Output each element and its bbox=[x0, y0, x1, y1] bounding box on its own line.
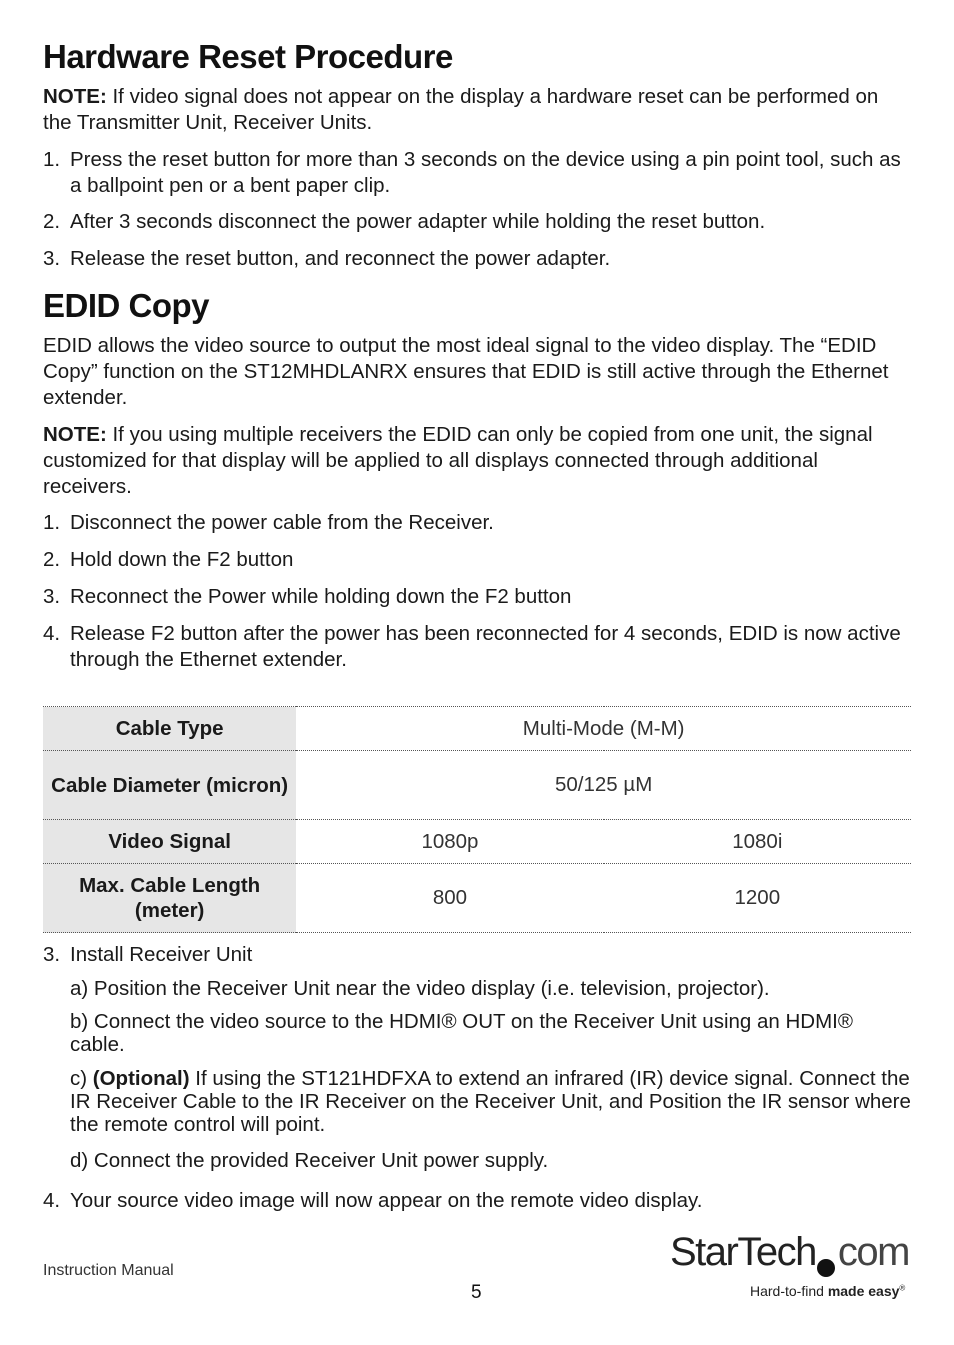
edid-note bbox=[43, 422, 911, 500]
logo-tagline bbox=[750, 1283, 905, 1299]
list-number: 1. bbox=[43, 511, 61, 534]
sub-item-c bbox=[70, 1067, 911, 1136]
sub-prefix: c) bbox=[70, 1067, 93, 1090]
list-text: Install Receiver Unit bbox=[70, 943, 253, 966]
table-cell: 1080p bbox=[296, 820, 603, 864]
note-label: NOTE: bbox=[43, 423, 107, 446]
edid-intro: EDID allows the video source to output the most ideal signal to the video display. The “EDID Copy” function on the ST12MHDLANRX ensures that EDID is still active through the Ethernet extender. bbox=[43, 334, 889, 409]
logo-dot-icon bbox=[817, 1259, 835, 1277]
row-header: Video Signal bbox=[43, 820, 296, 864]
hardware-reset-heading: Hardware Reset Procedure bbox=[43, 38, 453, 75]
row-header: Cable Diameter (micron) bbox=[43, 751, 296, 820]
table-row bbox=[43, 751, 911, 820]
list-number: 3. bbox=[43, 943, 61, 966]
list-number: 2. bbox=[43, 210, 61, 233]
optional-label: (Optional) bbox=[92, 1067, 190, 1090]
list-text: Press the reset button for more than 3 seconds on the device using a pin point tool, such as a ballpoint pen or a bent paper clip. bbox=[70, 148, 901, 197]
list-item bbox=[43, 209, 911, 235]
list-text: Release F2 button after the power has been reconnected for 4 seconds, EDID is now active through the Ethernet extender. bbox=[70, 622, 901, 671]
list-number: 2. bbox=[43, 548, 61, 571]
edid-copy-heading: EDID Copy bbox=[43, 287, 210, 324]
list-number: 3. bbox=[43, 585, 61, 608]
list-text: Your source video image will now appear on the remote video display. bbox=[70, 1189, 703, 1212]
table-row bbox=[43, 864, 911, 933]
logo-com: com bbox=[837, 1230, 909, 1274]
list-number: 3. bbox=[43, 247, 61, 270]
logo-wordmark bbox=[670, 1230, 909, 1275]
note-text: If you using multiple receivers the EDID can only be copied from one unit, the signal customized for that display will be applied to all displays connected through additional receivers. bbox=[43, 423, 873, 498]
cable-spec-table bbox=[43, 706, 911, 933]
list-text: Hold down the F2 button bbox=[70, 548, 294, 571]
sub-item-b: b) Connect the video source to the HDMI® OUT on the Receiver Unit using an HDMI® cable. bbox=[70, 1010, 853, 1056]
list-item bbox=[43, 584, 911, 610]
list-item bbox=[43, 147, 911, 199]
startech-logo bbox=[670, 1230, 910, 1302]
note-label: NOTE: bbox=[43, 85, 107, 108]
footer-manual-label: Instruction Manual bbox=[43, 1262, 174, 1279]
tagline-mark: ® bbox=[899, 1283, 906, 1293]
list-item bbox=[43, 1188, 911, 1214]
list-text: Disconnect the power cable from the Receiver. bbox=[70, 511, 494, 534]
note-text: If video signal does not appear on the display a hardware reset can be performed on the Transmitter Unit, Receiver Units. bbox=[43, 85, 879, 134]
list-item bbox=[43, 942, 911, 968]
table-cell: 50/125 µM bbox=[296, 751, 911, 820]
table-row bbox=[43, 820, 911, 864]
sub-item-a: a) Position the Receiver Unit near the video display (i.e. television, projector). bbox=[70, 977, 770, 1000]
table-cell: Multi-Mode (M-M) bbox=[296, 707, 911, 751]
list-number: 4. bbox=[43, 1189, 61, 1212]
list-item bbox=[43, 547, 911, 573]
list-text: Reconnect the Power while holding down the F2 button bbox=[70, 585, 572, 608]
sub-item-d: d) Connect the provided Receiver Unit power supply. bbox=[70, 1149, 549, 1172]
hardware-reset-note bbox=[43, 84, 911, 136]
tagline-normal: Hard-to-find bbox=[750, 1283, 828, 1299]
table-cell: 800 bbox=[296, 864, 603, 933]
sub-text: If using the ST121HDFXA to extend an infrared (IR) device signal. Connect the IR Receiver Cable to the IR Receiver on the Receiver Unit, and Position the IR sensor where the remote control will point. bbox=[70, 1067, 911, 1136]
tagline-bold: made easy bbox=[827, 1283, 900, 1299]
list-number: 1. bbox=[43, 148, 61, 171]
page-number: 5 bbox=[471, 1282, 482, 1303]
row-header: Cable Type bbox=[43, 707, 296, 751]
table-cell: 1080i bbox=[604, 820, 911, 864]
table-row bbox=[43, 707, 911, 751]
row-header: Max. Cable Length (meter) bbox=[43, 864, 296, 933]
list-text: After 3 seconds disconnect the power adapter while holding the reset button. bbox=[70, 210, 766, 233]
list-item bbox=[43, 510, 911, 536]
logo-main: StarTech bbox=[670, 1230, 816, 1274]
table-cell: 1200 bbox=[604, 864, 911, 933]
list-text: Release the reset button, and reconnect the power adapter. bbox=[70, 247, 611, 270]
list-item bbox=[43, 621, 911, 673]
list-item bbox=[43, 246, 911, 272]
list-number: 4. bbox=[43, 622, 61, 645]
